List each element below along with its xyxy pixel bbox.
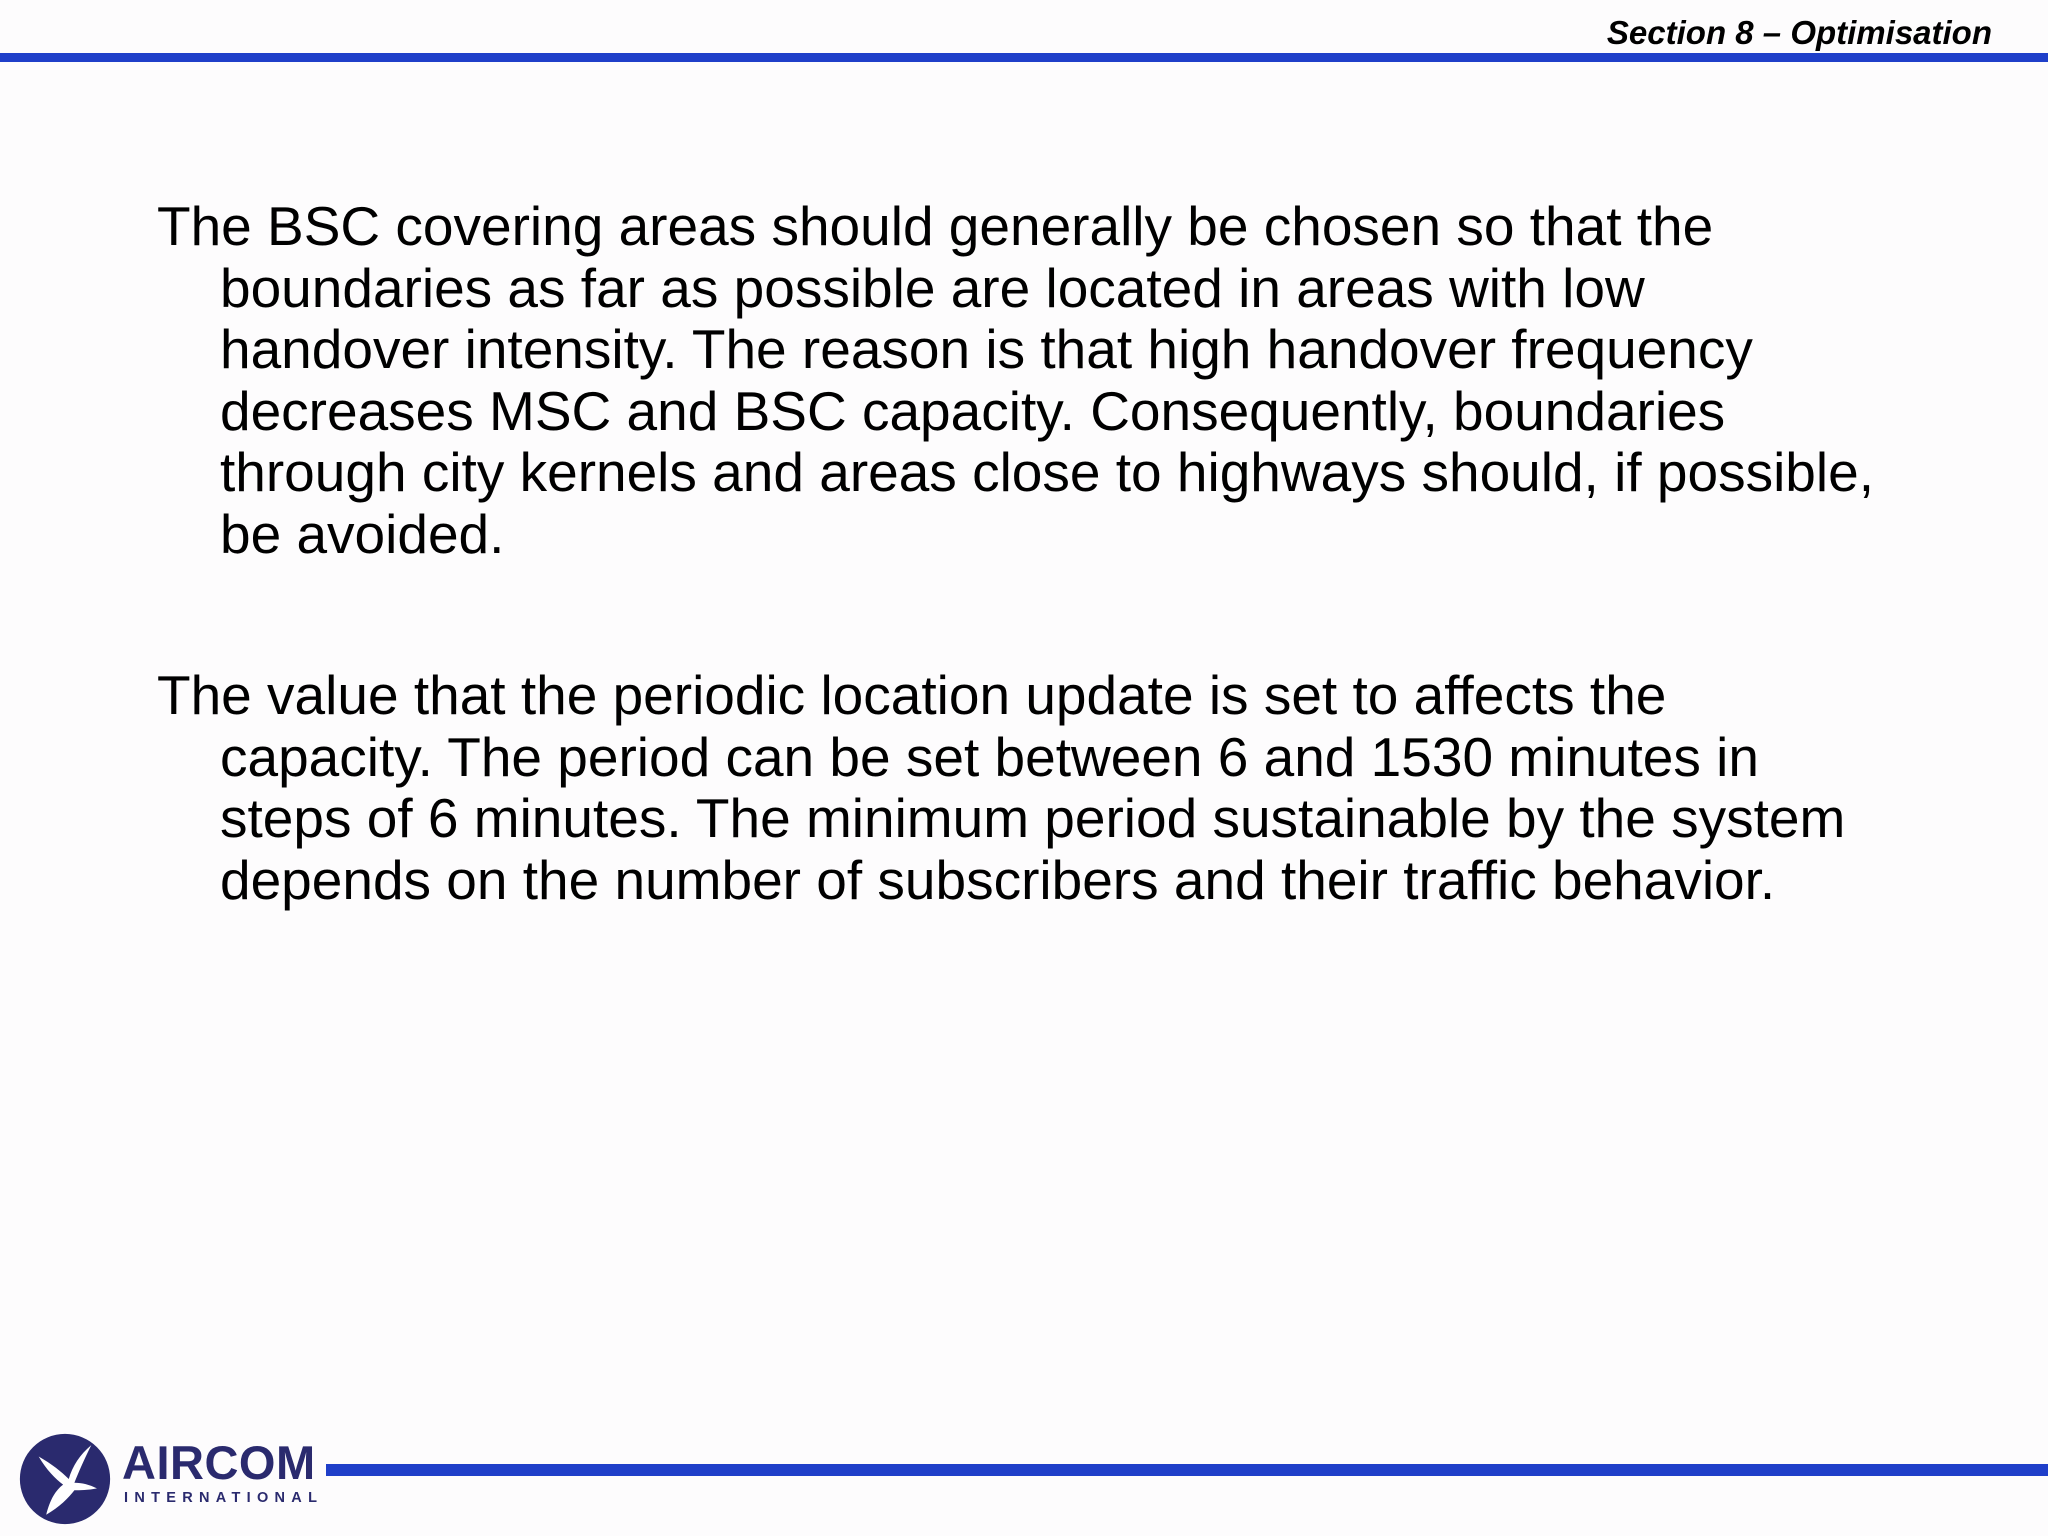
brand-subtitle: INTERNATIONAL	[124, 1490, 324, 1506]
section-title: Section 8 – Optimisation	[1606, 14, 1992, 51]
brand-name: AIRCOM	[122, 1436, 316, 1489]
aircom-logo	[18, 1430, 324, 1526]
paragraph-bsc-boundaries: The BSC covering areas should generally be chosen so that the boundaries as far as possible are located in areas with low handover intensity. The reason is that high handover frequency decreases MSC and BSC capacity. Consequently, boundaries through city kernels and areas close to highways should, if possible, be avoided.	[157, 195, 1874, 565]
footer-rule	[326, 1464, 2048, 1476]
bird-in-circle-icon	[18, 1432, 112, 1526]
slide-body	[157, 196, 1877, 1011]
header-rule	[0, 53, 2048, 62]
paragraph-location-update: The value that the periodic location update is set to affects the capacity. The period can be set between 6 and 1530 minutes in steps of 6 minutes. The minimum period sustainable by the system depends on the number of subscribers and their traffic behavior.	[157, 664, 1846, 911]
